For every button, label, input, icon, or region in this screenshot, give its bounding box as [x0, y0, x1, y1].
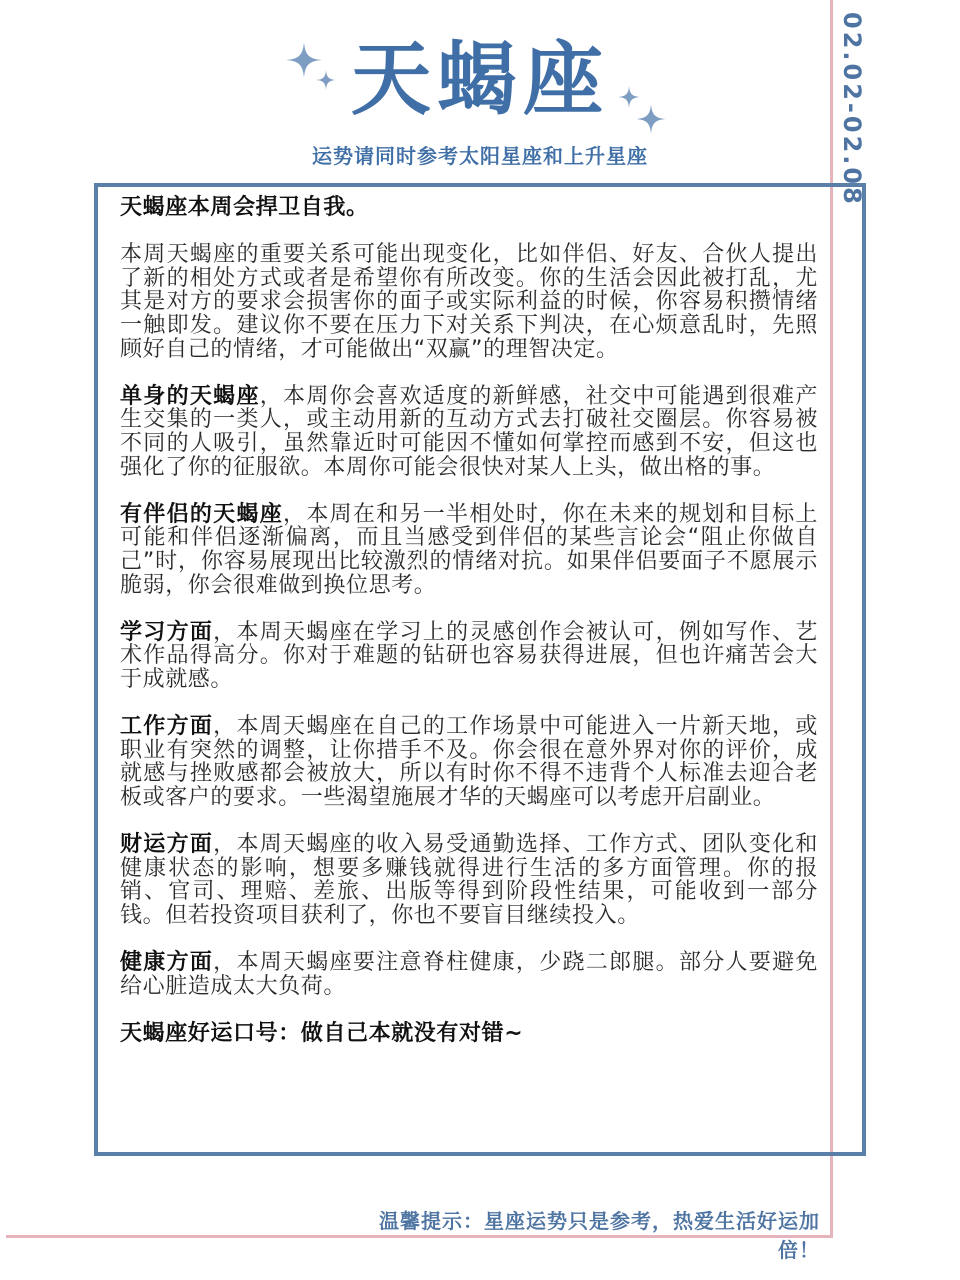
health-text: ，本周天蝎座要注意脊柱健康，少跷二郎腿。部分人要避免给心脏造成太大负荷。 — [120, 950, 819, 999]
study-label: 学习方面 — [120, 619, 214, 645]
single-paragraph — [120, 385, 818, 479]
slogan-paragraph — [120, 1022, 818, 1046]
partnered-label: 有伴侣的天蝎座 — [120, 501, 284, 527]
study-paragraph — [120, 621, 818, 692]
footer-tip: 温馨提示：星座运势只是参考，热爱生活好运加倍！ — [379, 1209, 820, 1262]
partnered-text: ，本周在和另一半相处时，你在未来的规划和目标上可能和伴侣逐渐偏离，而且当感受到伴侣的某些言论会“阻止你做自己”时，你容易展现出比较激烈的情绪对抗。如果伴侣要面子不愿展示脆弱，你会很难做到换位思考。 — [120, 501, 818, 598]
intro-text: 天蝎座本周会捍卫自我。 — [120, 195, 369, 220]
page-title: 天蝎座 — [351, 33, 609, 126]
single-label: 单身的天蝎座 — [120, 383, 260, 409]
partnered-paragraph — [120, 503, 818, 597]
wealth-text: ，本周天蝎座的收入易受通勤选择、工作方式、团队变化和健康状态的影响，想要多赚钱就得进行生活的多方面管理。你的报销、官司、理赔、差旅、出版等得到阶段性结果，可能收到一部分钱。但若投资项目获利了，你也不要盲目继续投入。 — [120, 832, 819, 928]
work-paragraph — [120, 715, 818, 809]
subtitle: 运势请同时参考太阳星座和上升星座 — [312, 144, 648, 168]
general-paragraph: 本周天蝎座的重要关系可能出现变化，比如伴侣、好友、合伙人提出了新的相处方式或者是希望你有所改变。你的生活会因此被打乱，尤其是对方的要求会损害你的面子或实际利益的时候，你容易积攒情绪一触即发。建议你不要在压力下对关系下判决，在心烦意乱时，先照顾好自己的情绪，才可能做出“双赢”的理智决定。 — [120, 242, 818, 362]
single-text: ，本周你会喜欢适度的新鲜感，社交中可能遇到很难产生交集的一类人，或主动用新的互动方式去打破社交圈层。你容易被不同的人吸引，虽然靠近时可能因不懂如何掌控而感到不安，但这也强化了你的征服欲。本周你可能会很快对某人上头，做出格的事。 — [120, 383, 819, 480]
health-label: 健康方面 — [120, 950, 214, 975]
horoscope-content — [120, 196, 818, 1069]
slogan-text: 天蝎座好运口号：做自己本就没有对错~ — [120, 1020, 524, 1046]
health-paragraph — [120, 951, 818, 998]
work-label: 工作方面 — [120, 714, 214, 740]
wealth-label: 财运方面 — [120, 832, 214, 858]
date-range: 02.02-02.08 — [838, 12, 866, 207]
work-text: ，本周天蝎座在自己的工作场景中可能进入一片新天地，或职业有突然的调整，让你措手不及。你会很在意外界对你的评价，成就感与挫败感都会被放大，所以有时你不得不违背个人标准去迎合老板或客户的要求。一些渴望施展才华的天蝎座可以考虑开启副业。 — [120, 714, 819, 810]
wealth-paragraph — [120, 833, 818, 927]
study-text: ，本周天蝎座在学习上的灵感创作会被认可，例如写作、艺术作品得高分。你对于难题的钻研也容易获得进展，但也许痛苦会大于成就感。 — [120, 619, 819, 692]
intro-paragraph — [120, 196, 818, 220]
